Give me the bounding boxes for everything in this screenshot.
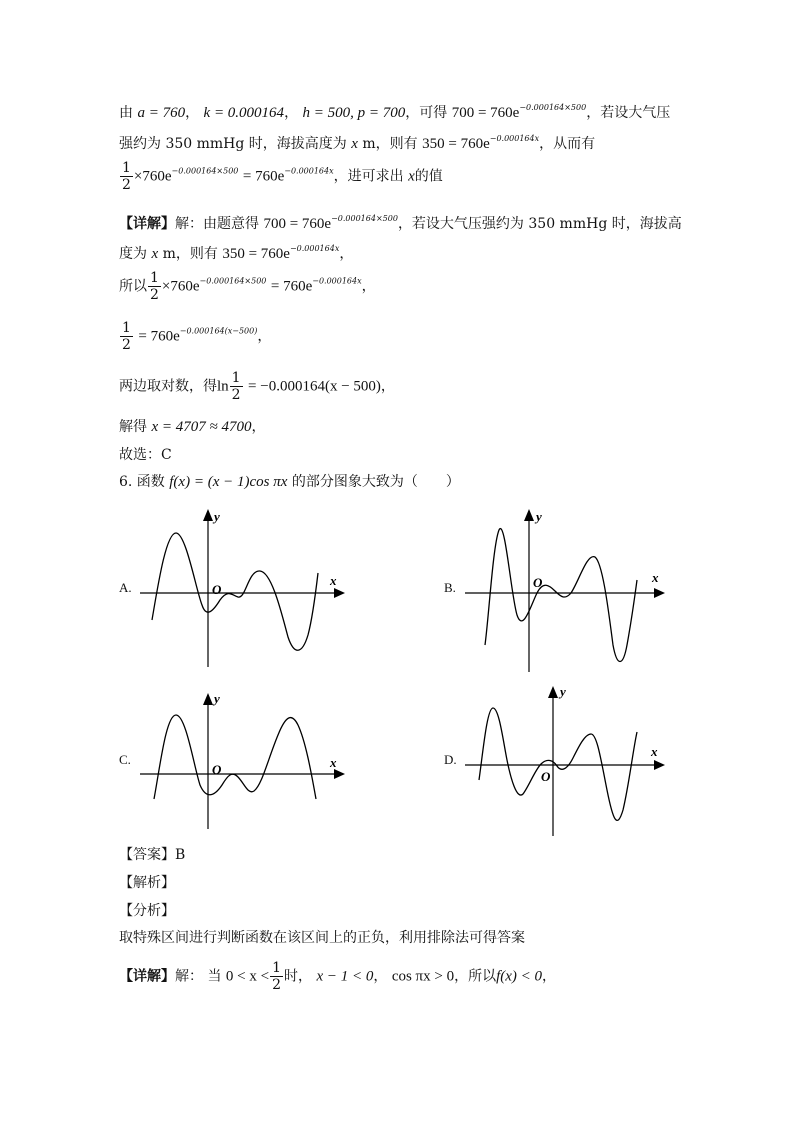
fraction-half: $\frac{1}{2}$ xyxy=(122,320,131,353)
text-line-1: 由 a = 760， k = 0.000164， h = 500, p = 700，可得 $700 = 760e^{-0.000164\times 500}$，若设大气压 xyxy=(119,103,671,121)
last-detail-line: 【详解】解： 当 0 < x < $\frac{1}{2}$ 时， x − 1 < 0， cos πx > 0，所以f(x) < 0， xyxy=(119,960,557,993)
graph-option-c xyxy=(140,687,350,832)
fenxi-tag: 【分析】 xyxy=(119,903,175,919)
text-line-5: 度为 x m，则有 $350 = 760e^{-0.000164x}$， xyxy=(119,244,354,262)
graph-option-d xyxy=(465,680,675,840)
fenxi-text: 取特殊区间进行判断函数在该区间上的正负，利用排除法可得答案 xyxy=(119,930,525,946)
detail-tag: 【详解】 xyxy=(119,216,175,232)
x-axis-label: x xyxy=(330,573,337,588)
text-line-9: 解得 x = 4707 ≈ 4700， xyxy=(119,419,266,435)
answer-line xyxy=(119,846,185,864)
text-line-3: $\frac{1}{2}$ $\times 760e^{-0.000164\times 500} = 760e^{-0.000164x}$，进可求出 x的值 xyxy=(122,160,443,193)
y-axis-label: y xyxy=(214,691,220,706)
option-c-label[interactable]: C. xyxy=(119,752,131,767)
origin-label: O xyxy=(533,575,543,590)
text-line-2: 强约为 350 mmHg 时，海拔高度为 x m，则有 $350 = 760e^{-0.000164x}$，从而有 xyxy=(119,134,596,152)
graph-option-a xyxy=(140,505,350,670)
x-axis-label: x xyxy=(330,755,337,770)
text-line-8: 两边取对数，得ln $\frac{1}{2}$ = −0.000164(x − 500)， xyxy=(119,370,395,403)
fraction-half: $\frac{1}{2}$ xyxy=(150,270,159,303)
text-line-7: $\frac{1}{2}$ = $760e^{-0.000164(x-500)}$， xyxy=(122,320,272,353)
question-6: 6. 函数 f(x) = (x − 1)cos πx 的部分图象大致为（ ） xyxy=(119,474,460,490)
origin-label: O xyxy=(541,769,551,784)
text-line-6: 所以 $\frac{1}{2}$ $\times 760e^{-0.000164\times 500} = 760e^{-0.000164x}$， xyxy=(119,270,376,303)
text-line-4: 【详解】解：由题意得 $700 = 760e^{-0.000164\times 500}$，若设大气压强约为 350 mmHg 时，海拔高 xyxy=(119,214,682,232)
x-axis-label: x xyxy=(651,744,658,759)
origin-label: O xyxy=(212,762,222,777)
answer-tag: 【答案】 xyxy=(119,847,175,863)
option-b-label[interactable]: B. xyxy=(444,580,456,595)
answer-value: B xyxy=(175,847,186,863)
text-line-10: 故选：C xyxy=(119,447,172,463)
y-axis-label: y xyxy=(560,684,566,699)
graph-option-b xyxy=(465,505,675,675)
x-axis-label: x xyxy=(652,570,659,585)
option-d-label[interactable]: D. xyxy=(444,752,457,767)
y-axis-label: y xyxy=(536,509,542,524)
option-a-label[interactable]: A. xyxy=(119,580,132,595)
origin-label: O xyxy=(212,582,222,597)
analysis-tag: 【解析】 xyxy=(119,875,175,891)
fraction-half: $\frac{1}{2}$ xyxy=(272,960,281,993)
fraction-half: $\frac{1}{2}$ xyxy=(231,370,241,403)
y-axis-label: y xyxy=(214,509,220,524)
fraction-half: $\frac{1}{2}$ xyxy=(122,160,131,193)
